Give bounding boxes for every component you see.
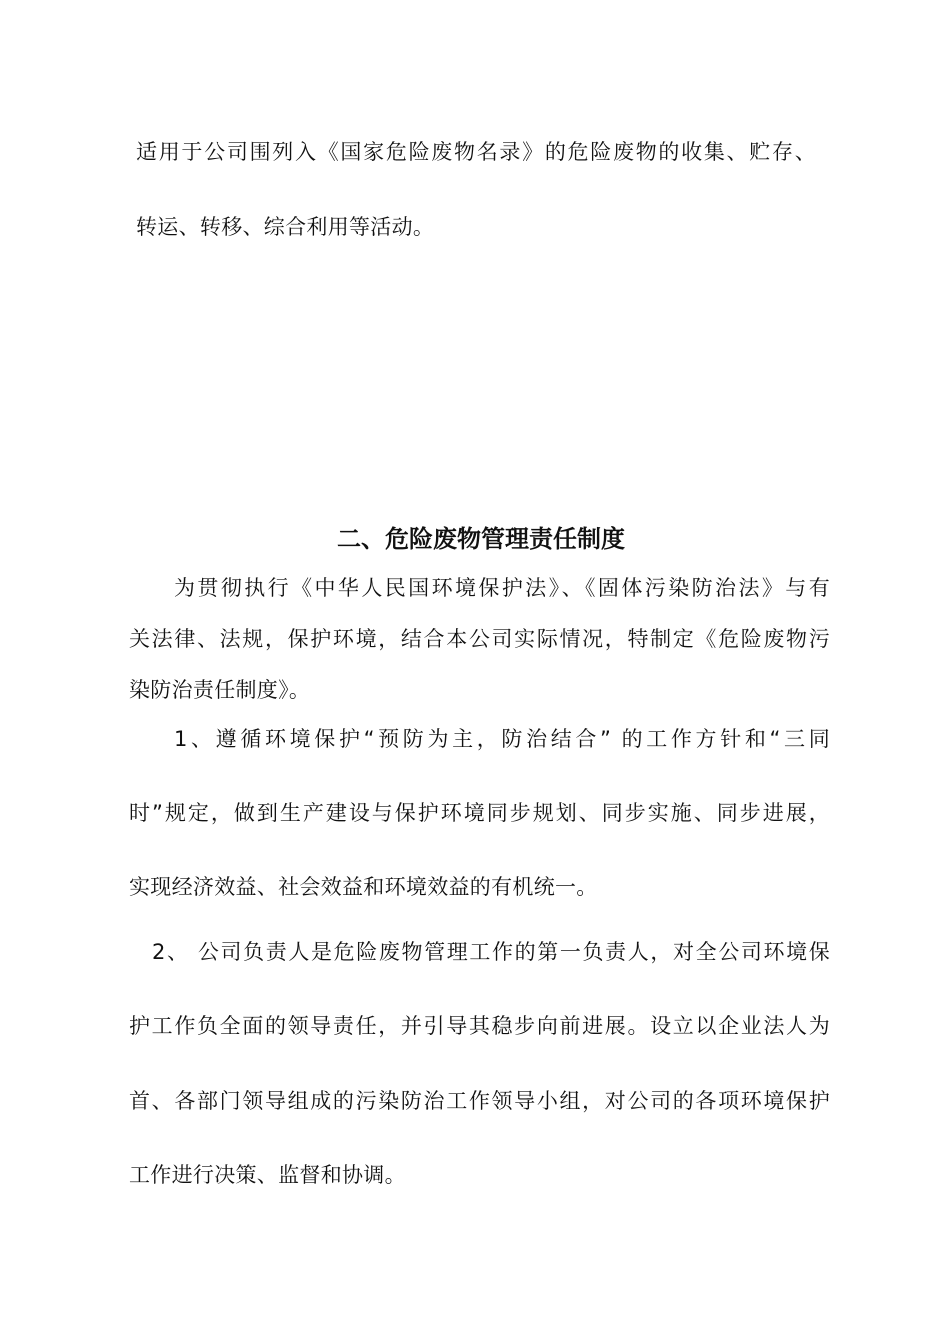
section-title: 二、危险废物管理责任制度 xyxy=(337,525,625,553)
intro-line-2: 转运、转移、综合利用等活动。 xyxy=(136,215,435,239)
item2-line-2: 护工作负全面的领导责任，并引导其稳步向前进展。设立以企业法人为 xyxy=(129,1014,830,1038)
item2-line-4: 工作进行决策、监督和协调。 xyxy=(129,1163,406,1187)
item2-line-1: 2、 公司负责人是危险废物管理工作的第一负责人，对全公司环境保 xyxy=(152,940,830,964)
intro-line-1: 适用于公司围列入《国家危险废物名录》的危险废物的收集、贮存、 xyxy=(136,140,816,164)
item1-line-3: 实现经济效益、社会效益和环境效益的有机统一。 xyxy=(129,875,598,899)
item2-line-3: 首、各部门领导组成的污染防治工作领导小组，对公司的各项环境保护 xyxy=(129,1089,830,1113)
para-intro-line-3: 染防治责任制度》。 xyxy=(129,678,311,702)
item1-line-1: 1、遵循环境保护“预防为主，防治结合” 的工作方针和“三同 xyxy=(174,727,830,751)
para-intro-line-1: 为贯彻执行《中华人民国环境保护法》、《固体污染防治法》与有 xyxy=(174,576,830,600)
item1-line-2: 时”规定，做到生产建设与保护环境同步规划、同步实施、同步进展， xyxy=(129,801,830,825)
para-intro-line-2: 关法律、法规，保护环境，结合本公司实际情况，特制定《危险废物污 xyxy=(129,627,830,651)
